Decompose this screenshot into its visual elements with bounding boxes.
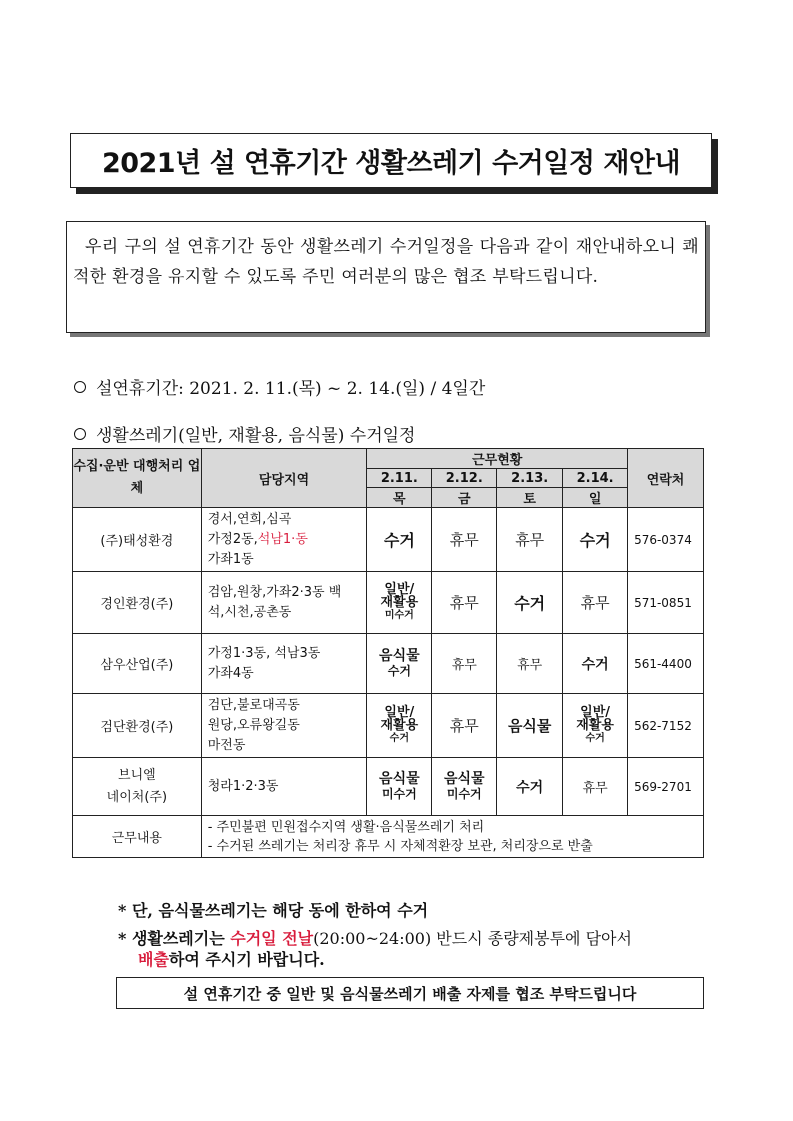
header-day: 토 (497, 488, 563, 508)
status-cell: 수거 (497, 572, 563, 634)
duty-content: - 주민불편 민원접수지역 생활·음식물쓰레기 처리 - 수거된 쓰레기는 처리장 휴무 시 자체적환장 보관, 처리장으로 반출 (201, 816, 703, 858)
header-contact: 연락처 (628, 449, 704, 508)
contact-cell: 571-0851 (628, 572, 704, 634)
contact-cell: 561-4400 (628, 634, 704, 694)
header-area: 담당지역 (201, 449, 367, 508)
status-cell: 휴무 (563, 758, 628, 816)
area-cell: 경서,연희,심곡 가정2동,석남1·동 가좌1동 (201, 508, 367, 572)
duty-row (73, 816, 704, 858)
page-title: 2021년 설 연휴기간 생활쓰레기 수거일정 재안내 (101, 148, 681, 179)
company-cell: (주)태성환경 (73, 508, 202, 572)
area-cell: 검단,불로대곡동 원당,오류왕길동 마전동 (201, 694, 367, 758)
status-cell: 휴무 (432, 508, 497, 572)
contact-cell: 569-2701 (628, 758, 704, 816)
circle-bullet-icon (74, 428, 86, 440)
status-cell: 일반/ 재활용 미수거 (367, 572, 432, 634)
status-cell: 휴무 (497, 634, 563, 694)
status-cell: 음식물 수거 (367, 634, 432, 694)
header-date: 2.13. (497, 469, 563, 488)
company-cell: 검단환경(주) (73, 694, 202, 758)
header-work: 근무현황 (367, 449, 628, 469)
status-cell: 수거 (563, 508, 628, 572)
table-row (73, 508, 704, 572)
header-company: 수집·운반 대행처리 업체 (73, 449, 202, 508)
status-cell: 수거 (497, 758, 563, 816)
holiday-period-bullet: 설연휴기간: 2021. 2. 11.(목) ~ 2. 14.(일) / 4일간 (74, 374, 485, 399)
header-day: 목 (367, 488, 432, 508)
intro-text: 우리 구의 설 연휴기간 동안 생활쓰레기 수거일정을 다음과 같이 재안내하오니 쾌적한 환경을 유지할 수 있도록 주민 여러분의 많은 협조 부탁드립니다. (73, 237, 699, 287)
area-cell: 검암,원창,가좌2·3동 백 석,시천,공촌동 (201, 572, 367, 634)
status-cell: 휴무 (497, 508, 563, 572)
schedule-table (72, 448, 704, 858)
area-cell: 청라1·2·3동 (201, 758, 367, 816)
status-cell: 수거 (367, 508, 432, 572)
schedule-bullet: 생활쓰레기(일반, 재활용, 음식물) 수거일정 (74, 421, 415, 446)
note-disposal-request: 배출하여 주시기 바랍니다. (138, 950, 325, 969)
header-date: 2.11. (367, 469, 432, 488)
footer-notice: 설 연휴기간 중 일반 및 음식물쓰레기 배출 자제를 협조 부탁드립니다 (183, 984, 637, 1003)
header-date: 2.14. (563, 469, 628, 488)
table-row (73, 634, 704, 694)
duty-label: 근무내용 (73, 816, 202, 858)
contact-cell: 562-7152 (628, 694, 704, 758)
status-cell: 음식물 미수거 (432, 758, 497, 816)
note-food-waste: * 단, 음식물쓰레기는 해당 동에 한하여 수거 (118, 901, 429, 920)
circle-bullet-icon (74, 381, 86, 393)
title-box (70, 133, 712, 188)
contact-cell: 576-0374 (628, 508, 704, 572)
table-row (73, 758, 704, 816)
status-cell: 휴무 (432, 634, 497, 694)
footer-notice-box (116, 977, 704, 1009)
area-cell: 가정1·3동, 석남3동 가좌4동 (201, 634, 367, 694)
note-disposal-time: * 생활쓰레기는 수거일 전날(20:00~24:00) 반드시 종량제봉투에 담아서 (118, 929, 632, 948)
status-cell: 일반/ 재활용 수거 (367, 694, 432, 758)
table-row (73, 694, 704, 758)
status-cell: 휴무 (432, 694, 497, 758)
status-cell: 휴무 (432, 572, 497, 634)
header-day: 일 (563, 488, 628, 508)
status-cell: 일반/ 재활용 수거 (563, 694, 628, 758)
status-cell: 휴무 (563, 572, 628, 634)
company-cell: 브니엘 네이처(주) (73, 758, 202, 816)
status-cell: 음식물 미수거 (367, 758, 432, 816)
company-cell: 경인환경(주) (73, 572, 202, 634)
status-cell: 수거 (563, 634, 628, 694)
intro-box (66, 221, 706, 333)
header-day: 금 (432, 488, 497, 508)
table-row (73, 572, 704, 634)
company-cell: 삼우산업(주) (73, 634, 202, 694)
header-date: 2.12. (432, 469, 497, 488)
status-cell: 음식물 (497, 694, 563, 758)
